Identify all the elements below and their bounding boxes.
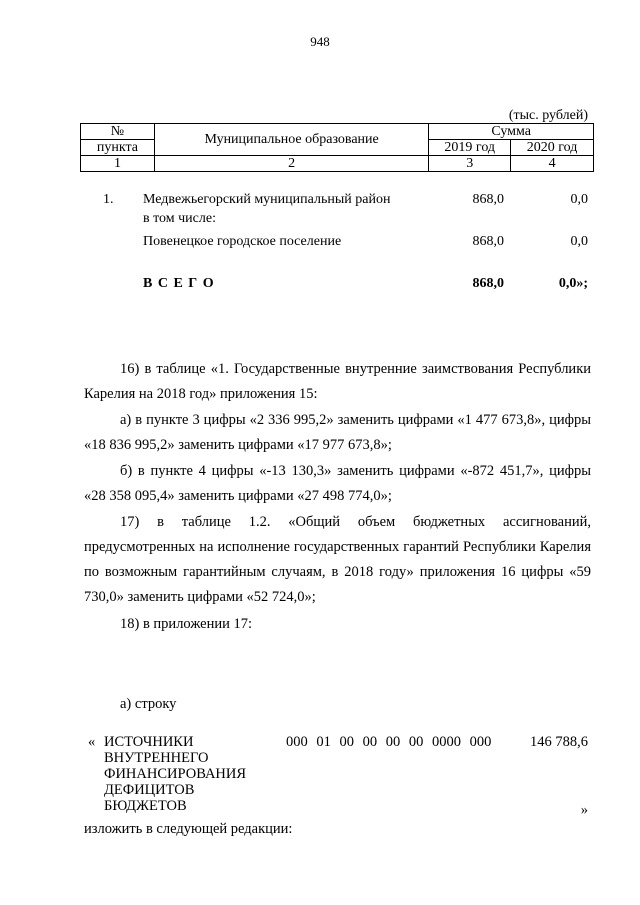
col-sum-header: Сумма: [429, 124, 594, 140]
source-amount: 146 788,6: [530, 734, 588, 750]
source-name-line-2: ВНУТРЕННЕГО: [104, 750, 209, 766]
table-header: [80, 123, 594, 172]
col-2020-header: 2020 год: [511, 140, 594, 156]
paragraph-stroku: а) строку: [120, 696, 177, 712]
row1-2020: 0,0: [570, 192, 588, 207]
row2-name: Повенецкое городское поселение: [143, 234, 342, 249]
total-2020: 0,0»;: [558, 276, 588, 291]
col-index-1: 1: [81, 156, 155, 172]
including-label: в том числе:: [143, 211, 216, 226]
row2-2019: 868,0: [472, 234, 504, 249]
total-label: В С Е Г О: [143, 276, 215, 291]
source-name-line-1: ИСТОЧНИКИ: [104, 734, 194, 750]
source-name-line-3: ФИНАНСИРОВАНИЯ: [104, 766, 247, 782]
paragraph-16a: а) в пункте 3 цифры «2 336 995,2» заменить цифрами «1 477 673,8», цифры «18 836 995,2» заменить цифрами «17 977 673,8»;: [84, 412, 591, 453]
source-close-quote: »: [580, 802, 588, 818]
col-index-2: 2: [154, 156, 428, 172]
source-name-line-5: БЮДЖЕТОВ: [104, 798, 187, 814]
row1-number: 1.: [103, 192, 114, 207]
col-index-3: 3: [429, 156, 511, 172]
source-code: 000 01 00 00 00 00 0000 000: [286, 734, 492, 750]
paragraph-18: 18) в приложении 17:: [120, 616, 253, 632]
col-num-header-bottom: пункта: [81, 140, 155, 156]
paragraph-16b: б) в пункте 4 цифры «-13 130,3» заменить цифрами «-872 451,7», цифры «28 358 095,4» заменить цифрами «27 498 774,0»;: [84, 463, 591, 504]
row1-name: Медвежьегорский муниципальный район: [143, 192, 391, 207]
row2-2020: 0,0: [570, 234, 588, 249]
page-number: 948: [310, 34, 330, 49]
closing-line: изложить в следующей редакции:: [84, 821, 293, 837]
paragraph-17: 17) в таблице 1.2. «Общий объем бюджетных ассигнований, предусмотренных на исполнение государственных гарантий Республики Карелия по возможным гарантийным случаям, в 2018 году» приложения 16 цифры «59 730,0» заменить цифрами «52 724,0»;: [84, 514, 591, 605]
col-index-4: 4: [511, 156, 594, 172]
source-open-quote: «: [88, 734, 96, 750]
paragraph-16: 16) в таблице «1. Государственные внутренние заимствования Республики Карелия на 2018 год» приложения 15:: [84, 361, 591, 402]
col-num-header-top: №: [81, 124, 155, 140]
col-name-header: Муниципальное образование: [154, 124, 428, 156]
total-2019: 868,0: [472, 276, 504, 291]
row1-2019: 868,0: [472, 192, 504, 207]
source-name-line-4: ДЕФИЦИТОВ: [104, 782, 195, 798]
col-2019-header: 2019 год: [429, 140, 511, 156]
units-label: (тыс. рублей): [508, 108, 588, 123]
